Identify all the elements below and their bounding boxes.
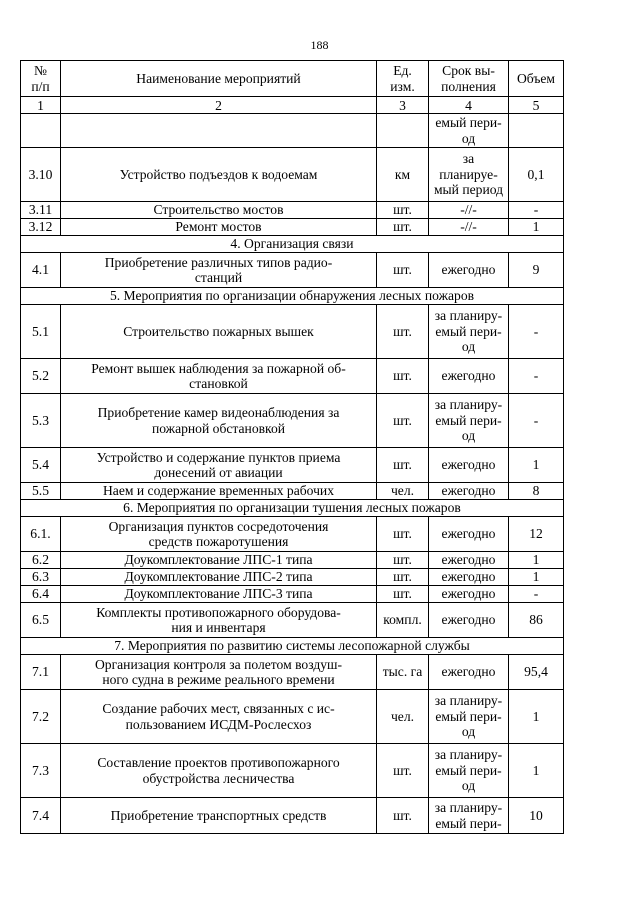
cell-name: Комплекты противопожарного оборудова- ния и инвентаря xyxy=(61,603,377,638)
table-row xyxy=(21,603,564,638)
cell-unit xyxy=(377,114,429,148)
section-title: 5. Мероприятия по организации обнаружения лесных пожаров xyxy=(21,288,564,305)
cell-name: Организация контроля за полетом воздуш- ного судна в режиме реального времени xyxy=(61,655,377,690)
cell-volume: 0,1 xyxy=(509,148,564,202)
table-row xyxy=(21,586,564,603)
cell-unit: шт. xyxy=(377,305,429,359)
cell-name: Доукомплектование ЛПС-3 типа xyxy=(61,586,377,603)
cell-name: Ремонт вышек наблюдения за пожарной об- становкой xyxy=(61,359,377,394)
cell-term: емый пери- од xyxy=(429,114,509,148)
page-number: 188 xyxy=(310,38,329,52)
table-row xyxy=(21,253,564,288)
cell-term: за планиру- емый пери- од xyxy=(429,305,509,359)
cell-term: ежегодно xyxy=(429,483,509,500)
table-row xyxy=(21,552,564,569)
cell-unit: шт. xyxy=(377,744,429,798)
cell-volume: - xyxy=(509,394,564,448)
table-row xyxy=(21,219,564,236)
table-row xyxy=(21,305,564,359)
cell-unit: шт. xyxy=(377,448,429,483)
section-title: 7. Мероприятия по развитию системы лесопожарной службы xyxy=(21,638,564,655)
cell-term: за планиру- емый пери- од xyxy=(429,744,509,798)
cell-volume: 86 xyxy=(509,603,564,638)
cell-name xyxy=(61,114,377,148)
cell-term: за планиру- емый пери- xyxy=(429,798,509,834)
cell-term: ежегодно xyxy=(429,448,509,483)
cell-term: ежегодно xyxy=(429,253,509,288)
cell-unit: шт. xyxy=(377,394,429,448)
table-row xyxy=(21,569,564,586)
cell-term: ежегодно xyxy=(429,603,509,638)
cell-volume: 12 xyxy=(509,517,564,552)
table-body xyxy=(21,114,564,834)
header-unit: Ед. изм. xyxy=(377,61,429,97)
cell-volume: 1 xyxy=(509,569,564,586)
cell-name: Строительство пожарных вышек xyxy=(61,305,377,359)
cell-num: 6.3 xyxy=(21,569,61,586)
column-numbers-row xyxy=(21,97,564,114)
cell-unit: км xyxy=(377,148,429,202)
cell-unit: шт. xyxy=(377,202,429,219)
table-row xyxy=(21,483,564,500)
cell-num: 6.4 xyxy=(21,586,61,603)
section-header-row xyxy=(21,236,564,253)
table-row xyxy=(21,655,564,690)
table-row xyxy=(21,744,564,798)
table-row xyxy=(21,448,564,483)
cell-volume: 1 xyxy=(509,744,564,798)
cell-unit: чел. xyxy=(377,483,429,500)
cell-term: ежегодно xyxy=(429,359,509,394)
cell-num: 4.1 xyxy=(21,253,61,288)
column-number: 3 xyxy=(377,97,429,114)
cell-name: Приобретение транспортных средств xyxy=(61,798,377,834)
cell-volume: - xyxy=(509,305,564,359)
cell-num: 5.2 xyxy=(21,359,61,394)
cell-term: ежегодно xyxy=(429,655,509,690)
cell-volume: 10 xyxy=(509,798,564,834)
cell-unit: шт. xyxy=(377,552,429,569)
cell-volume: 1 xyxy=(509,552,564,569)
table-row xyxy=(21,394,564,448)
section-header-row xyxy=(21,500,564,517)
cell-name: Создание рабочих мест, связанных с ис- пользованием ИСДМ-Рослесхоз xyxy=(61,690,377,744)
cell-name: Устройство и содержание пунктов приема донесений от авиации xyxy=(61,448,377,483)
table-row xyxy=(21,517,564,552)
section-header-row xyxy=(21,638,564,655)
cell-unit: чел. xyxy=(377,690,429,744)
table-header-row xyxy=(21,61,564,97)
cell-num: 7.2 xyxy=(21,690,61,744)
header-num: № п/п xyxy=(21,61,61,97)
column-number: 2 xyxy=(61,97,377,114)
cell-term: за планируе- мый период xyxy=(429,148,509,202)
cell-name: Приобретение камер видеонаблюдения за пожарной обстановкой xyxy=(61,394,377,448)
cell-volume: 95,4 xyxy=(509,655,564,690)
cell-name: Наем и содержание временных рабочих xyxy=(61,483,377,500)
cell-num: 6.2 xyxy=(21,552,61,569)
cell-name: Составление проектов противопожарного обустройства лесничества xyxy=(61,744,377,798)
cell-volume: 1 xyxy=(509,448,564,483)
cell-unit: тыс. га xyxy=(377,655,429,690)
cell-num: 6.1. xyxy=(21,517,61,552)
cell-term: за планиру- емый пери- од xyxy=(429,394,509,448)
cell-term: -//- xyxy=(429,202,509,219)
cell-num xyxy=(21,114,61,148)
cell-term: ежегодно xyxy=(429,517,509,552)
cell-name: Устройство подъездов к водоемам xyxy=(61,148,377,202)
table-row xyxy=(21,690,564,744)
cell-name: Доукомплектование ЛПС-2 типа xyxy=(61,569,377,586)
cell-num: 7.4 xyxy=(21,798,61,834)
section-title: 4. Организация связи xyxy=(21,236,564,253)
cell-term: -//- xyxy=(429,219,509,236)
cell-unit: шт. xyxy=(377,517,429,552)
column-number: 1 xyxy=(21,97,61,114)
cell-num: 3.10 xyxy=(21,148,61,202)
cell-volume: - xyxy=(509,586,564,603)
header-term: Срок вы- полнения xyxy=(429,61,509,97)
cell-num: 5.5 xyxy=(21,483,61,500)
table-row xyxy=(21,202,564,219)
cell-num: 7.1 xyxy=(21,655,61,690)
cell-num: 5.3 xyxy=(21,394,61,448)
section-title: 6. Мероприятия по организации тушения лесных пожаров xyxy=(21,500,564,517)
table-row xyxy=(21,798,564,834)
cell-unit: шт. xyxy=(377,359,429,394)
cell-volume: 9 xyxy=(509,253,564,288)
cell-term: ежегодно xyxy=(429,552,509,569)
cell-num: 5.4 xyxy=(21,448,61,483)
table-row xyxy=(21,148,564,202)
cell-volume: - xyxy=(509,359,564,394)
cell-num: 3.12 xyxy=(21,219,61,236)
cell-term: за планиру- емый пери- од xyxy=(429,690,509,744)
cell-volume: 1 xyxy=(509,690,564,744)
cell-name: Доукомплектование ЛПС-1 типа xyxy=(61,552,377,569)
cell-term: ежегодно xyxy=(429,569,509,586)
cell-num: 7.3 xyxy=(21,744,61,798)
cell-volume: 1 xyxy=(509,219,564,236)
cell-name: Организация пунктов сосредоточения средств пожаротушения xyxy=(61,517,377,552)
header-volume: Объем xyxy=(509,61,564,97)
cell-name: Ремонт мостов xyxy=(61,219,377,236)
cell-unit: шт. xyxy=(377,586,429,603)
cell-volume: 8 xyxy=(509,483,564,500)
cell-num: 5.1 xyxy=(21,305,61,359)
cell-unit: шт. xyxy=(377,219,429,236)
cell-num: 6.5 xyxy=(21,603,61,638)
cell-volume: - xyxy=(509,202,564,219)
column-number: 4 xyxy=(429,97,509,114)
cell-name: Строительство мостов xyxy=(61,202,377,219)
table-row xyxy=(21,114,564,148)
table-row xyxy=(21,359,564,394)
section-header-row xyxy=(21,288,564,305)
header-name: Наименование мероприятий xyxy=(61,61,377,97)
measures-table xyxy=(20,60,564,834)
cell-term: ежегодно xyxy=(429,586,509,603)
cell-unit: шт. xyxy=(377,798,429,834)
cell-name: Приобретение различных типов радио- станций xyxy=(61,253,377,288)
cell-unit: шт. xyxy=(377,253,429,288)
cell-num: 3.11 xyxy=(21,202,61,219)
cell-unit: шт. xyxy=(377,569,429,586)
column-number: 5 xyxy=(509,97,564,114)
cell-unit: компл. xyxy=(377,603,429,638)
cell-volume xyxy=(509,114,564,148)
